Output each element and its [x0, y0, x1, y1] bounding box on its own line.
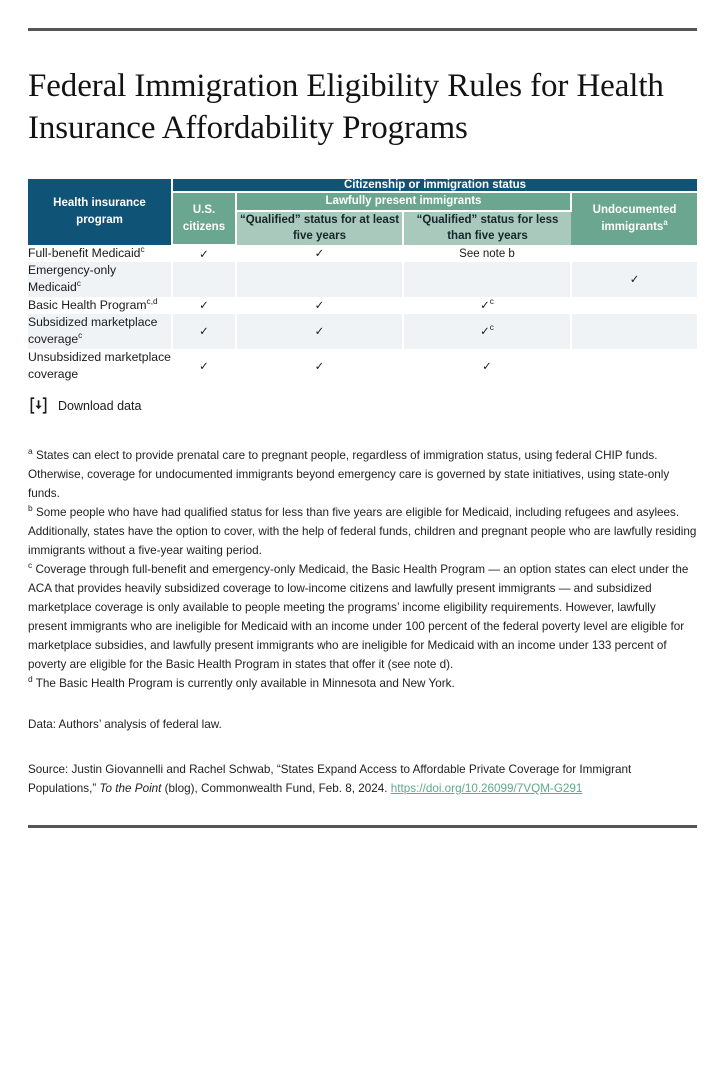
- table-cell: [236, 262, 403, 297]
- table-cell: [571, 349, 697, 384]
- table-cell: [236, 297, 403, 314]
- table-row: [28, 314, 697, 349]
- footnote-text: Coverage through full-benefit and emergency-only Medicaid, the Basic Health Program — an option states can elect under the ACA that provides heavily subsidized coverage to low-income citizens and lawfully present immigrants — and subsidized marketplace coverage is only available to people meeting the programs’ income eligibility requirements. However, lawfully present immigrants who are ineligible for Medicaid with an income under 100 percent of the federal poverty level are eligible for marketplace subsidies, and lawfully present immigrants who are ineligible for Medicaid with an income under 133 percent of poverty are eligible for the Basic Health Program in states that offer it (see note d).: [28, 563, 689, 671]
- table-cell: [571, 297, 697, 314]
- cell-value: ✓: [199, 248, 209, 261]
- footnote: [28, 447, 697, 504]
- cell-value: ✓: [314, 248, 325, 261]
- row-label-superscript: c: [140, 243, 145, 254]
- column-header-qualified-5plus: “Qualified” status for at least five years: [236, 211, 403, 245]
- cell-value: ✓: [199, 300, 209, 313]
- row-label: [28, 245, 172, 262]
- cell-value: ✓: [314, 361, 325, 374]
- table-cell: [172, 262, 236, 297]
- row-label-text: Basic Health Program: [28, 297, 147, 312]
- cell-value: ✓: [199, 361, 209, 374]
- row-label: [28, 262, 172, 297]
- row-label: [28, 349, 172, 384]
- column-header-undocumented: [571, 192, 697, 244]
- source-publication: To the Point: [99, 781, 162, 795]
- page-title: Federal Immigration Eligibility Rules for Health Insurance Affordability Programs: [28, 68, 664, 147]
- corner-header: Health insurance program: [28, 179, 172, 244]
- cell-value: ✓: [629, 274, 640, 287]
- top-rule: [28, 28, 697, 31]
- table-header-row-group: [28, 179, 697, 192]
- table-cell: [571, 245, 697, 262]
- row-label-superscript: c,d: [146, 295, 158, 306]
- footnote: [28, 561, 697, 675]
- source-doi-link[interactable]: https://doi.org/10.26099/7VQM-G291: [390, 781, 583, 795]
- footnotes: [28, 447, 697, 693]
- table-row: [28, 245, 697, 262]
- table-cell: [172, 349, 236, 384]
- cell-value: ✓: [482, 361, 492, 374]
- page-container: [0, 28, 725, 828]
- download-data-label: Download data: [58, 398, 142, 413]
- row-label-text: Emergency-only Medicaid: [28, 263, 117, 295]
- download-data-button[interactable]: [28, 397, 697, 414]
- table-cell: [403, 245, 571, 262]
- footnote: [28, 504, 697, 561]
- table-cell: [172, 314, 236, 349]
- source-attribution: [28, 761, 697, 799]
- cell-value: ✓: [314, 326, 325, 339]
- cell-value: See note b: [459, 248, 515, 261]
- table-cell: [403, 349, 571, 384]
- table-row: [28, 297, 697, 314]
- column-header-undocumented-label: Undocumented immigrants: [592, 204, 677, 234]
- row-label-superscript: c: [76, 278, 81, 289]
- footnote: [28, 675, 697, 694]
- table-cell: [403, 262, 571, 297]
- cell-value: ✓: [480, 326, 490, 339]
- table-cell: [236, 245, 403, 262]
- footnote-text: States can elect to provide prenatal care to pregnant people, regardless of immigration status, using federal CHIP funds. Otherwise, coverage for undocumented immigrants beyond emergency care is governed by state initiatives, using state-only funds.: [28, 449, 670, 501]
- table-row: [28, 262, 697, 297]
- download-icon: [30, 397, 47, 414]
- group-header-citizenship: Citizenship or immigration status: [172, 179, 697, 192]
- footnote-text: Some people who have had qualified status for less than five years are eligible for Medicaid, including refugees and asylees. Additionally, states have the option to cover, with the help of federal funds, children and pregnant people who are lawfully residing immigrants without a five-year waiting period.: [28, 506, 697, 558]
- column-header-qualified-less5: “Qualified” status for less than five years: [403, 211, 571, 245]
- table-cell: [236, 314, 403, 349]
- cell-value: ✓: [314, 300, 325, 313]
- source-middle: (blog), Commonwealth Fund, Feb. 8, 2024.: [161, 781, 391, 795]
- cell-value: ✓: [199, 326, 209, 339]
- footnote-marker: d: [28, 673, 33, 684]
- table-cell: [571, 314, 697, 349]
- row-label-text: Full-benefit Medicaid: [28, 245, 141, 260]
- row-label-text: Unsubsidized marketplace coverage: [28, 349, 171, 382]
- footnote-marker: b: [28, 503, 33, 514]
- table-cell: [172, 245, 236, 262]
- eligibility-table: [28, 179, 697, 383]
- data-attribution: Data: Authors’ analysis of federal law.: [28, 717, 222, 731]
- row-label-superscript: c: [78, 330, 83, 341]
- cell-superscript: c: [489, 296, 494, 307]
- source-prefix: Source: Justin Giovannelli and Rachel Schwab, “States Expand Access to Affordable Private Coverage for Immigrant Populations,”: [28, 762, 632, 795]
- table-cell: [403, 297, 571, 314]
- table-cell: [403, 314, 571, 349]
- footnote-marker: c: [28, 560, 33, 571]
- footnote-marker: a: [28, 446, 33, 457]
- table-cell: [571, 262, 697, 297]
- footnote-text: The Basic Health Program is currently only available in Minnesota and New York.: [35, 676, 455, 690]
- row-label-text: Subsidized marketplace coverage: [28, 315, 158, 347]
- cell-superscript: c: [489, 322, 494, 333]
- cell-value: ✓: [480, 300, 490, 313]
- table-row: [28, 349, 697, 384]
- column-header-us-citizens: U.S. citizens: [172, 192, 236, 244]
- column-header-undocumented-sup: a: [663, 218, 668, 228]
- table-cell: [172, 297, 236, 314]
- table-cell: [236, 349, 403, 384]
- column-header-lawfully-present: Lawfully present immigrants: [236, 192, 571, 211]
- row-label: [28, 297, 172, 314]
- row-label: [28, 314, 172, 349]
- table-body: [28, 245, 697, 384]
- bottom-rule: [28, 825, 697, 828]
